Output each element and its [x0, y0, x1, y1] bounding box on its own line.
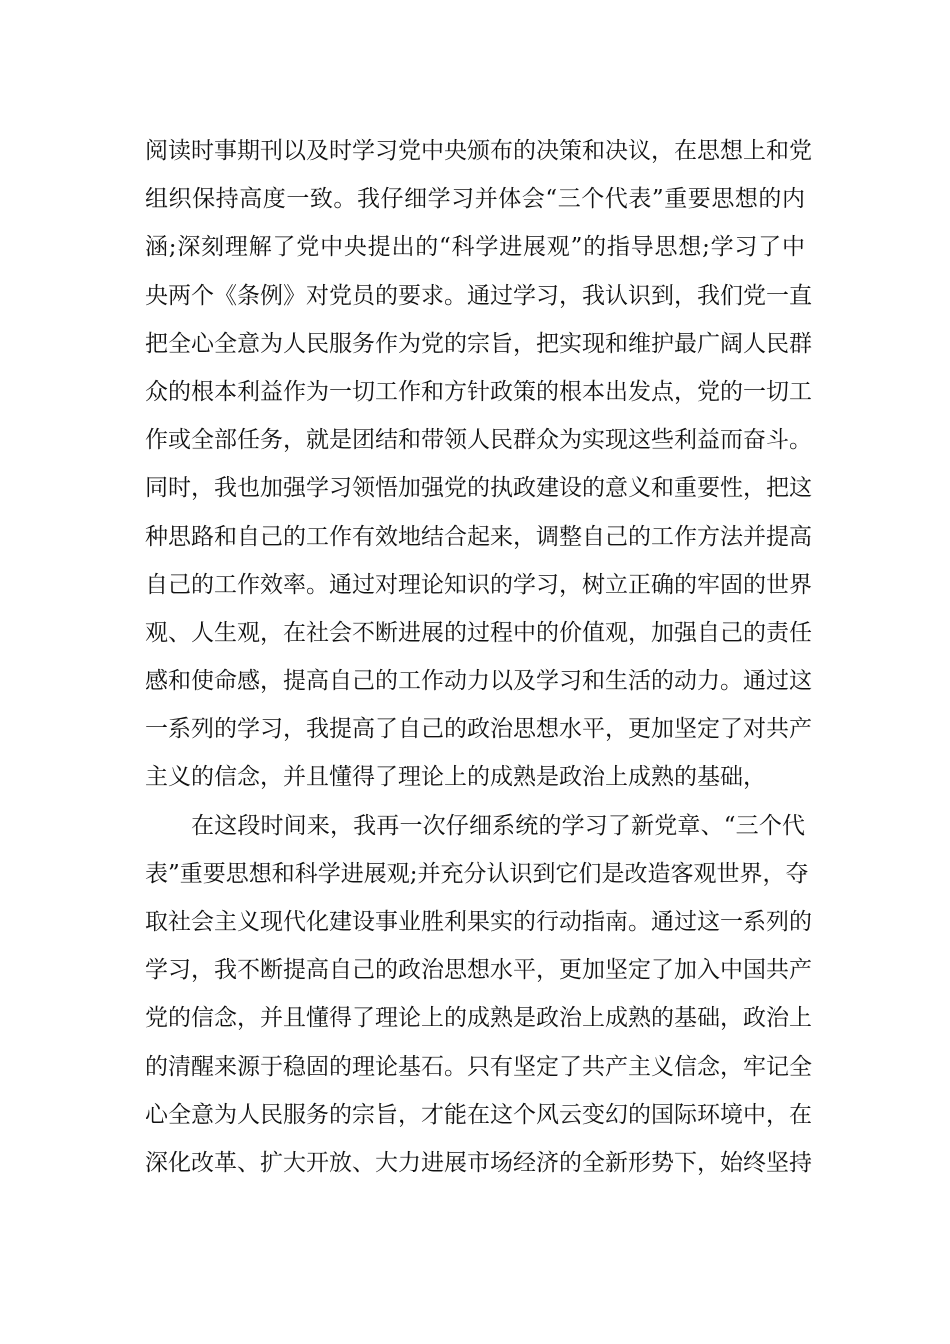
- body-text: [145, 127, 812, 1187]
- text-line: 表”重要思想和科学进展观;并充分认识到它们是改造客观世界，夺: [145, 860, 809, 887]
- text-line: 自己的工作效率。通过对理论知识的学习，树立正确的牢固的世界: [145, 571, 812, 598]
- text-line: 的清醒来源于稳固的理论基石。只有坚定了共产主义信念，牢记全: [145, 1053, 812, 1080]
- paragraph-end-line: 主义的信念，并且懂得了理论上的成熟是政治上成熟的基础，: [145, 764, 766, 791]
- text-line: 央两个《条例》对党员的要求。通过学习，我认识到，我们党一直: [145, 282, 812, 309]
- text-line: 同时，我也加强学习领悟加强党的执政建设的意义和重要性，把这: [145, 475, 812, 502]
- text-line: 党的信念，并且懂得了理论上的成熟是政治上成熟的基础，政治上: [145, 1005, 812, 1032]
- text-line: 种思路和自己的工作有效地结合起来，调整自己的工作方法并提高: [145, 523, 812, 550]
- text-line: 作或全部任务，就是团结和带领人民群众为实现这些利益而奋斗。: [145, 427, 812, 454]
- paragraph-start-line: 在这段时间来，我再一次仔细系统的学习了新党章、“三个代: [191, 812, 805, 839]
- text-line: 把全心全意为人民服务作为党的宗旨，把实现和维护最广阔人民群: [145, 330, 812, 357]
- text-line: 心全意为人民服务的宗旨，才能在这个风云变幻的国际环境中，在: [145, 1101, 812, 1128]
- text-line: 感和使命感，提高自己的工作动力以及学习和生活的动力。通过这: [145, 668, 812, 695]
- text-line: 组织保持高度一致。我仔细学习并体会“三个代表”重要思想的内: [145, 186, 805, 213]
- text-line: 一系列的学习，我提高了自己的政治思想水平，更加坚定了对共产: [145, 716, 812, 743]
- text-line: 涵;深刻理解了党中央提出的“科学进展观”的指导思想;学习了中: [145, 234, 805, 261]
- text-line: 阅读时事期刊以及时学习党中央颁布的决策和决议，在思想上和党: [145, 138, 812, 164]
- text-line: 深化改革、扩大开放、大力进展市场经济的全新形势下，始终坚持: [145, 1149, 812, 1176]
- text-line: 众的根本利益作为一切工作和方针政策的根本出发点，党的一切工: [145, 378, 812, 405]
- text-line: 取社会主义现代化建设事业胜利果实的行动指南。通过这一系列的: [145, 909, 812, 935]
- text-line: 观、人生观，在社会不断进展的过程中的价值观，加强自己的责任: [145, 619, 812, 646]
- text-line: 学习，我不断提高自己的政治思想水平，更加坚定了加入中国共产: [145, 957, 812, 984]
